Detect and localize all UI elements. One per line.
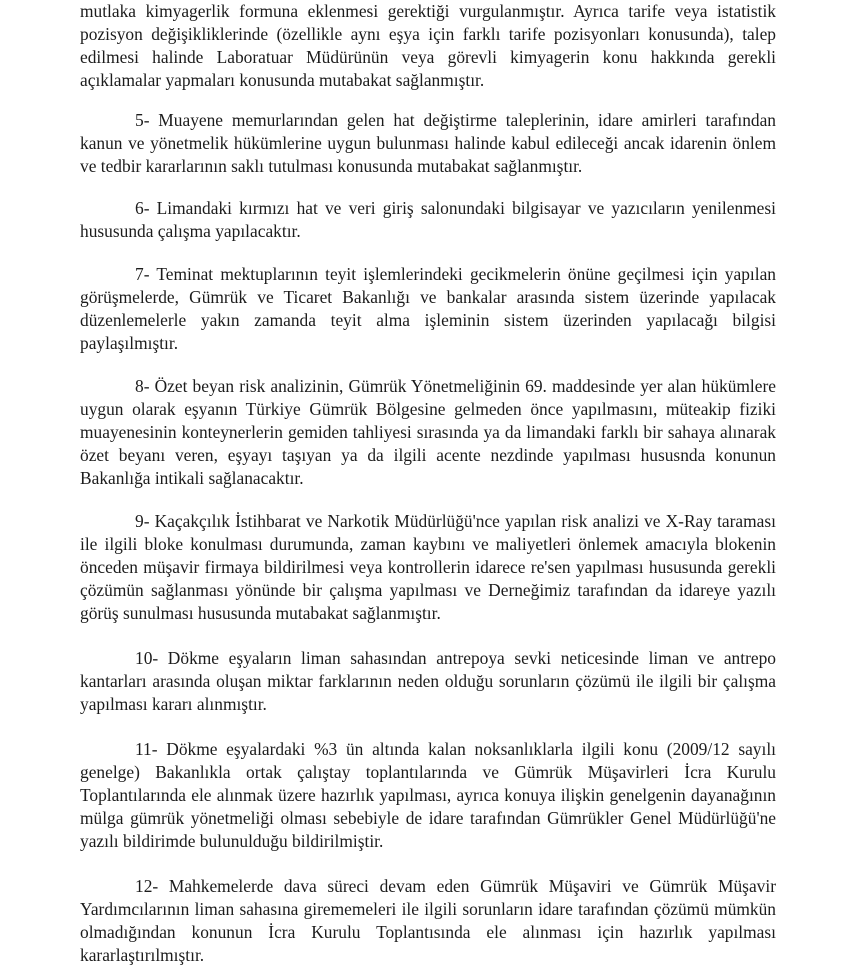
paragraph-item-11: 11- Dökme eşyalardaki %3 ün altında kalan noksanlıklarla ilgili konu (2009/12 sayılı genelge) Bakanlıkla ortak çalıştay toplantılarında ve Gümrük Müşavirleri İcra Kurulu Toplantılarında ele alınmak üzere hazırlık yapılması, ayrıca konuya ilişkin genelgenin dayanağının mülga gümrük yönetmeliği olması sebebiyle de idare tarafından Gümrükler Genel Müdürlüğü'ne yazılı bildirimde bulunulduğu bildirilmiştir.: [80, 739, 776, 851]
paragraph-item-12: 12- Mahkemelerde dava süreci devam eden Gümrük Müşaviri ve Gümrük Müşavir Yardımcılarının liman sahasına girememeleri ile ilgili sorunların idare tarafından çözümü mümkün olmadığından konunun İcra Kurulu Toplantısında ele alınması için hazırlık yapılması kararlaştırılmıştır.: [80, 876, 776, 965]
document-page: [80, 0, 776, 967]
paragraph-item-7: 7- Teminat mektuplarının teyit işlemlerindeki gecikmelerin önüne geçilmesi için yapılan görüşmelerde, Gümrük ve Ticaret Bakanlığı ve bankalar arasında sistem üzerinde yapılacak düzenlemelerle yakın zamanda teyit alma işleminin sistem üzerinden yapılacağı bilgisi paylaşılmıştır.: [80, 264, 776, 353]
paragraph-item-8: 8- Özet beyan risk analizinin, Gümrük Yönetmeliğinin 69. maddesinde yer alan hükümlere uygun olarak eşyanın Türkiye Gümrük Bölgesine gelmeden önce yapılmasını, müteakip fiziki muayenesinin konteynerlerin gemiden tahliyesi sırasında ya da limandaki farklı bir sahaya alınarak özet beyanı veren, eşyayı taşıyan ya da ilgili acente nezdinde yapılması hususnda konunun Bakanlığa intikali sağlanacaktır.: [80, 376, 776, 488]
paragraph-item-5: 5- Muayene memurlarından gelen hat değiştirme taleplerinin, idare amirleri tarafından kanun ve yönetmelik hükümlerine uygun bulunması halinde kabul edileceği ancak idarenin önlem ve tedbir kararlarının saklı tutulması konusunda mutabakat sağlanmıştır.: [80, 110, 776, 176]
paragraph-item-6: 6- Limandaki kırmızı hat ve veri giriş salonundaki bilgisayar ve yazıcıların yenilenmesi hususunda çalışma yapılacaktır.: [80, 198, 776, 241]
paragraph-intro: mutlaka kimyagerlik formuna eklenmesi gerektiği vurgulanmıştır. Ayrıca tarife veya istatistik pozisyon değişikliklerinde (özellikle aynı eşya için farklı tarife pozisyonları konusunda), talep edilmesi halinde Laboratuar Müdürünün veya görevli kimyagerin konu hakkında gerekli açıklamalar yapmaları konusunda mutabakat sağlanmıştır.: [80, 1, 776, 90]
paragraph-item-9: 9- Kaçakçılık İstihbarat ve Narkotik Müdürlüğü'nce yapılan risk analizi ve X-Ray taraması ile ilgili bloke konulması durumunda, zaman kaybını ve maliyetleri önlemek amacıyla blokenin önceden müşavir firmaya bildirilmesi veya kontrollerin idarece re'sen yapılması hususunda gerekli çözümün sağlanması yönünde bir çalışma yapılması ve Derneğimiz tarafından da idareye yazılı görüş sunulması hususunda mutabakat sağlanmıştır.: [80, 511, 776, 623]
paragraph-item-10: 10- Dökme eşyaların liman sahasından antrepoya sevki neticesinde liman ve antrepo kantarları arasında oluşan miktar farklarının neden olduğu sorunların çözümü ile ilgili bir çalışma yapılması kararı alınmıştır.: [80, 648, 776, 714]
